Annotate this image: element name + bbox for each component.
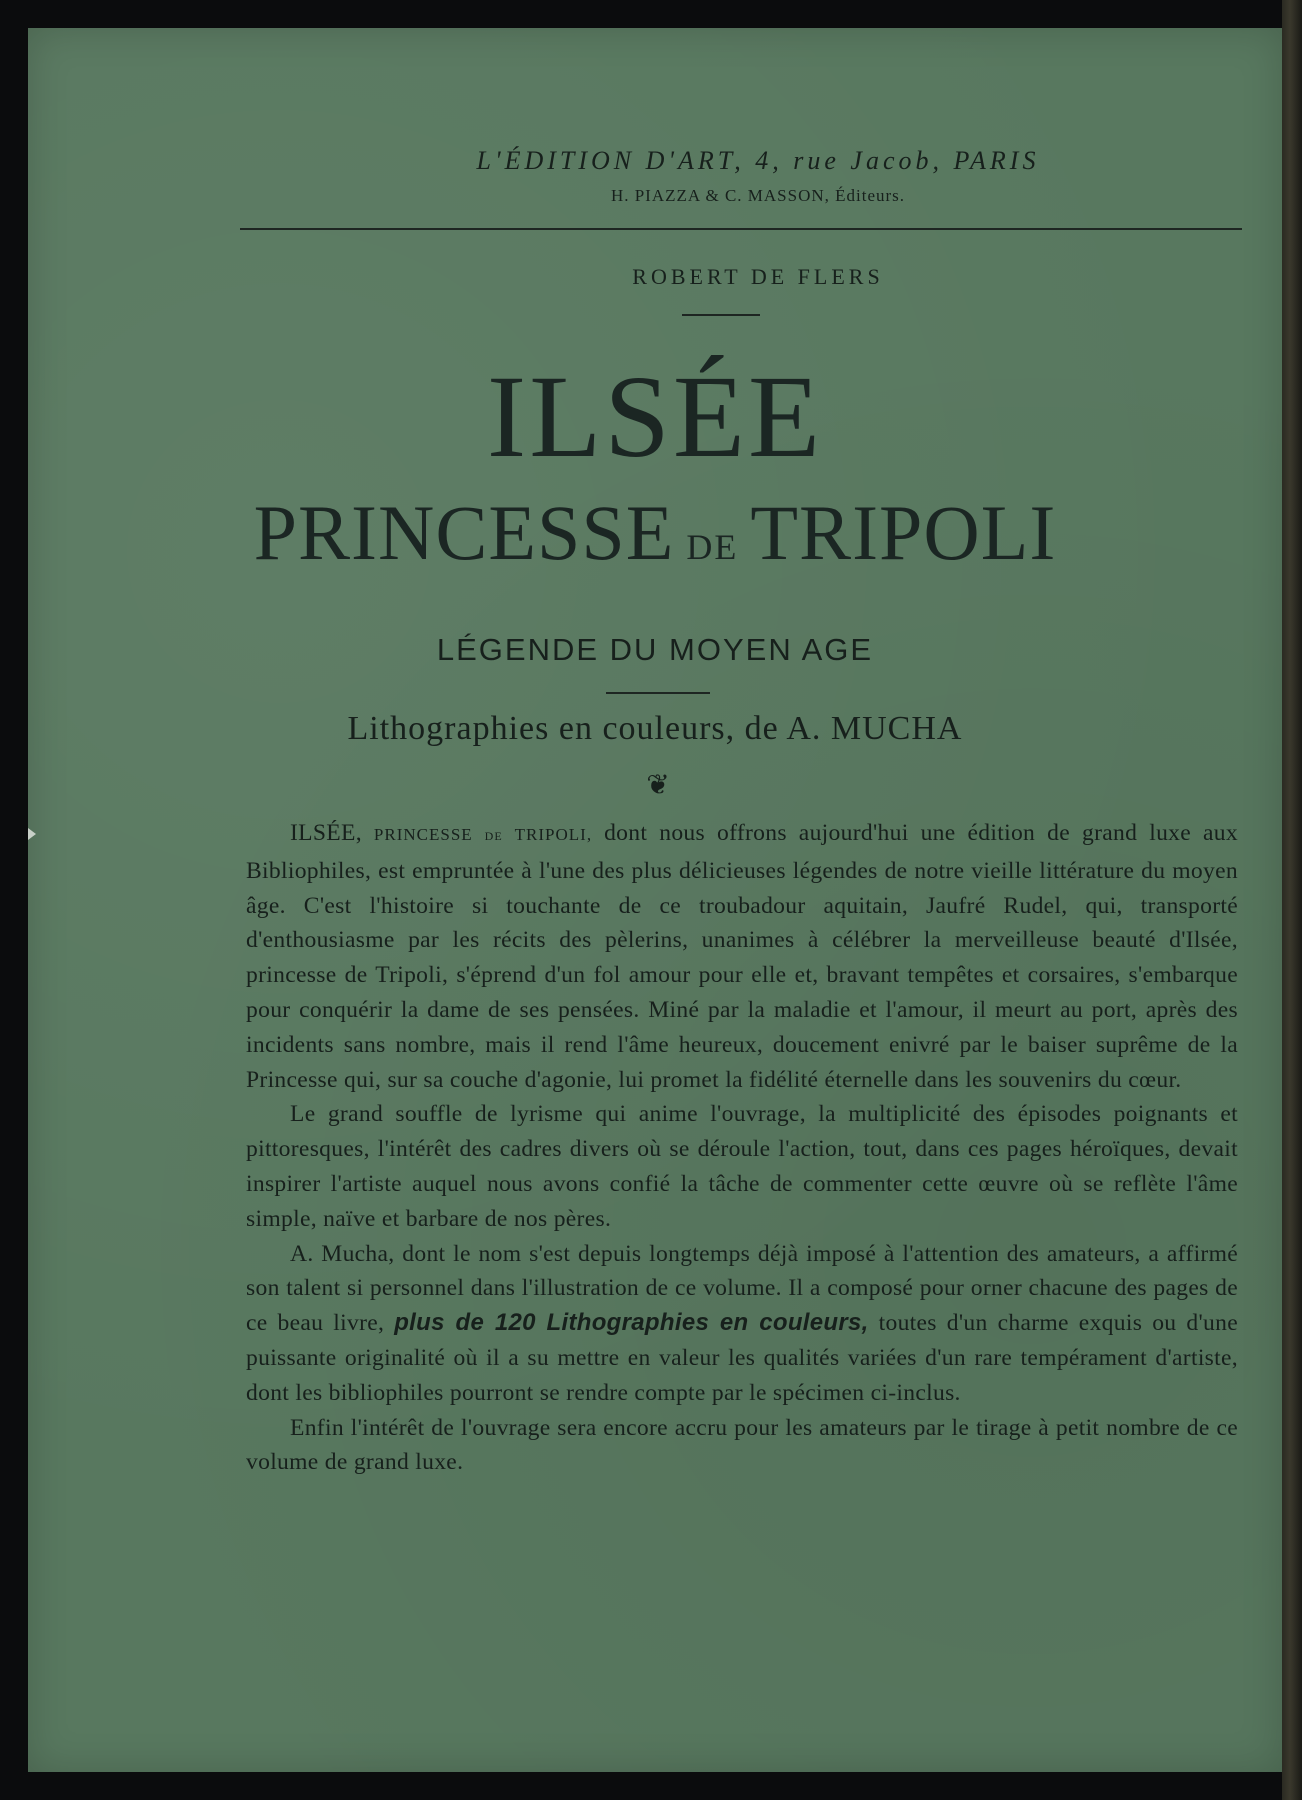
lead-princesse: PRINCESSE	[373, 825, 473, 844]
title-sub-left: PRINCESSE	[253, 489, 675, 576]
subtitle-rule	[606, 692, 710, 694]
paragraph-3-text-b: toutes d'un charme exquis ou d'une puissante originalité où il a su mettre en valeur les qualités variées d'un rare tempérament d'artiste, dont les bibliophiles pourront se rendre compte par le spécimen ci-inclus.	[246, 1310, 1238, 1406]
paragraph-3-text-a: A. Mucha, dont le nom s'est depuis longtemps déjà imposé à l'attention des amateurs, a affirmé son talent si personnel dans l'illustration de ce volume. Il a composé pour orner chacune des pages de ce beau livre,	[246, 1240, 1238, 1337]
paragraph-3	[246, 1237, 1238, 1411]
title-main: ILSÉE	[486, 351, 824, 482]
page-edge-mark	[28, 828, 36, 840]
lead-de: DE	[484, 829, 503, 843]
body-text	[246, 816, 1238, 1480]
lead-ilsee: ILSÉE,	[290, 820, 362, 846]
author-name: ROBERT DE FLERS	[632, 264, 884, 289]
publisher-line: L'ÉDITION D'ART, 4, rue Jacob, PARIS	[476, 146, 1040, 175]
title-sub-de: DE	[686, 527, 739, 567]
lithographies-count: plus de 120 Lithographies en couleurs,	[394, 1309, 869, 1337]
editors-line: H. PIAZZA & C. MASSON, Éditeurs.	[610, 186, 906, 205]
illustration-credit: Lithographies en couleurs, de A. MUCHA	[347, 710, 963, 747]
paragraph-1	[246, 816, 1238, 1097]
prospectus-page	[28, 28, 1282, 1772]
subtitle: LÉGENDE DU MOYEN AGE	[436, 632, 874, 667]
title-sub-right: TRIPOLI	[750, 489, 1057, 576]
header-rule	[240, 228, 1242, 230]
lead-tripoli: TRIPOLI,	[514, 825, 593, 844]
title-sub	[28, 489, 1282, 576]
author-rule	[682, 314, 760, 316]
paragraph-2: Le grand souffle de lyrisme qui anime l'ouvrage, la multiplicité des épisodes poignants et pittoresques, l'intérêt des cadres divers où se déroule l'action, tout, dans ces pages héroïques, devait inspirer l'artiste auquel nous avons confié la tâche de commenter cette œuvre où se reflète l'âme simple, naïve et barbare de nos pères.	[246, 1101, 1238, 1232]
paragraph-4: Enfin l'intérêt de l'ouvrage sera encore accru pour les amateurs par le tirage à petit nombre de ce volume de grand luxe.	[246, 1414, 1238, 1476]
fleuron-icon: ❦	[646, 770, 670, 801]
paragraph-1-text: dont nous offrons aujourd'hui une édition de grand luxe aux Bibliophiles, est empruntée à l'une des plus délicieuses légendes de notre vieille littérature du moyen âge. C'est l'histoire si touchante de ce troubadour aquitain, Jaufré Rudel, qui, transporté d'enthousiasme par les récits des pèlerins, unanimes à célébrer la merveilleuse beauté d'Ilsée, princesse de Tripoli, s'éprend d'un fol amour pour elle et, bravant tempêtes et corsaires, s'embarque pour conquérir la dame de ses pensées. Miné par la maladie et l'amour, il meurt au port, après des incidents sans nombre, mais il rend l'âme heureux, doucement enivré par le baiser suprême de la Princesse qui, sur sa couche d'agonie, lui promet la fidélité éternelle dans les souvenirs du cœur.	[246, 820, 1238, 1093]
